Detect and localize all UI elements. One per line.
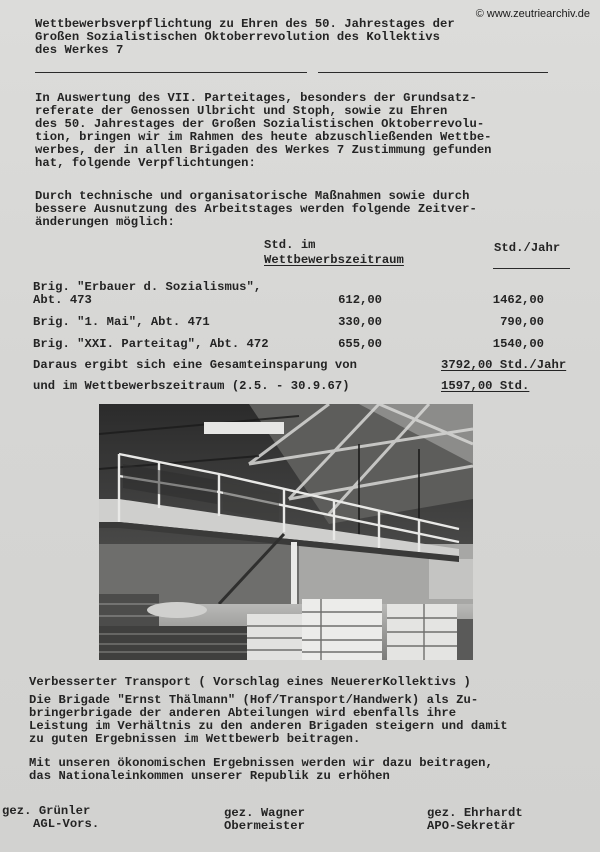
table-row-3-label: Brig. "XXI. Parteitag", Abt. 472 bbox=[33, 337, 269, 351]
total-value-per-year: 3792,00 Std./Jahr bbox=[441, 358, 567, 372]
table-row-2-period: 330,00 bbox=[338, 315, 382, 329]
table-row-2-year: 790,00 bbox=[500, 315, 544, 329]
table-row-3-period: 655,00 bbox=[338, 337, 382, 351]
total-value-period: 1597,00 Std. bbox=[441, 379, 530, 393]
title-rule-left bbox=[35, 72, 307, 73]
intro-line-5: werbes, der in allen Brigaden des Werkes 7 Zustimmung gefunden bbox=[35, 143, 492, 157]
table-row-2-label: Brig. "1. Mai", Abt. 471 bbox=[33, 315, 210, 329]
caption-line-5: Mit unseren ökonomischen Ergebnissen werden wir dazu beitragen, bbox=[29, 756, 493, 770]
table-header-year-rule bbox=[493, 268, 570, 269]
measures-line-1: Durch technische und organisatorische Maßnahmen sowie durch bbox=[35, 189, 470, 203]
table-row-1-label-line-2: Abt. 473 bbox=[33, 293, 92, 307]
title-line-3: des Werkes 7 bbox=[35, 43, 124, 57]
factory-hall-photo bbox=[99, 404, 473, 660]
watermark: © www.zeutriearchiv.de bbox=[475, 8, 590, 20]
signature-2-role: Obermeister bbox=[224, 819, 306, 833]
caption-line-3: Leistung im Verhältnis zu den anderen Brigaden steigern und damit bbox=[29, 719, 508, 733]
caption-line-2: bringerbrigade der anderen Abteilungen wird ebenfalls ihre bbox=[29, 706, 457, 720]
table-header-period-line-2: Wettbewerbszeitraum bbox=[264, 253, 404, 267]
caption-line-6: das Nationaleinkommen unserer Republik zu erhöhen bbox=[29, 769, 390, 783]
table-row-3-year: 1540,00 bbox=[492, 337, 544, 351]
total-line-1: Daraus ergibt sich eine Gesamteinsparung von bbox=[33, 358, 358, 372]
caption-heading: Verbesserter Transport ( Vorschlag eines NeuererKollektivs ) bbox=[29, 675, 471, 689]
intro-line-6: hat, folgende Verpflichtungen: bbox=[35, 156, 256, 170]
title-rule-right bbox=[318, 72, 548, 73]
measures-line-3: änderungen möglich: bbox=[35, 215, 175, 229]
title-line-2: Großen Sozialistischen Oktoberrevolution des Kollektivs bbox=[35, 30, 441, 44]
table-header-year: Std./Jahr bbox=[494, 241, 561, 255]
caption-line-1: Die Brigade "Ernst Thälmann" (Hof/Transport/Handwerk) als Zu- bbox=[29, 693, 479, 707]
measures-line-2: bessere Ausnutzung des Arbeitstages werden folgende Zeitver- bbox=[35, 202, 477, 216]
signature-1-name: gez. Grünler bbox=[2, 804, 91, 818]
table-row-1-year: 1462,00 bbox=[492, 293, 544, 307]
intro-line-4: tion, bringen wir im Rahmen des heute abzuschließenden Wettbe- bbox=[35, 130, 492, 144]
intro-line-3: des 50. Jahrestages der Großen Sozialistischen Oktoberrevolu- bbox=[35, 117, 485, 131]
table-header-period-line-1: Std. im bbox=[264, 238, 316, 252]
table-row-1-label-line-1: Brig. "Erbauer d. Sozialismus", bbox=[33, 280, 262, 294]
title-line-1: Wettbewerbsverpflichtung zu Ehren des 50. Jahrestages der bbox=[35, 17, 455, 31]
signature-1-role: AGL-Vors. bbox=[33, 817, 100, 831]
caption-line-4: zu guten Ergebnissen im Wettbewerb beitragen. bbox=[29, 732, 361, 746]
signature-2-name: gez. Wagner bbox=[224, 806, 306, 820]
signature-3-role: APO-Sekretär bbox=[427, 819, 516, 833]
signature-3-name: gez. Ehrhardt bbox=[427, 806, 523, 820]
intro-line-1: In Auswertung des VII. Parteitages, besonders der Grundsatz- bbox=[35, 91, 477, 105]
table-row-1-period: 612,00 bbox=[338, 293, 382, 307]
intro-line-2: referate der Genossen Ulbricht und Stoph, sowie zu Ehren bbox=[35, 104, 448, 118]
total-line-2: und im Wettbewerbszeitraum (2.5. - 30.9.67) bbox=[33, 379, 350, 393]
